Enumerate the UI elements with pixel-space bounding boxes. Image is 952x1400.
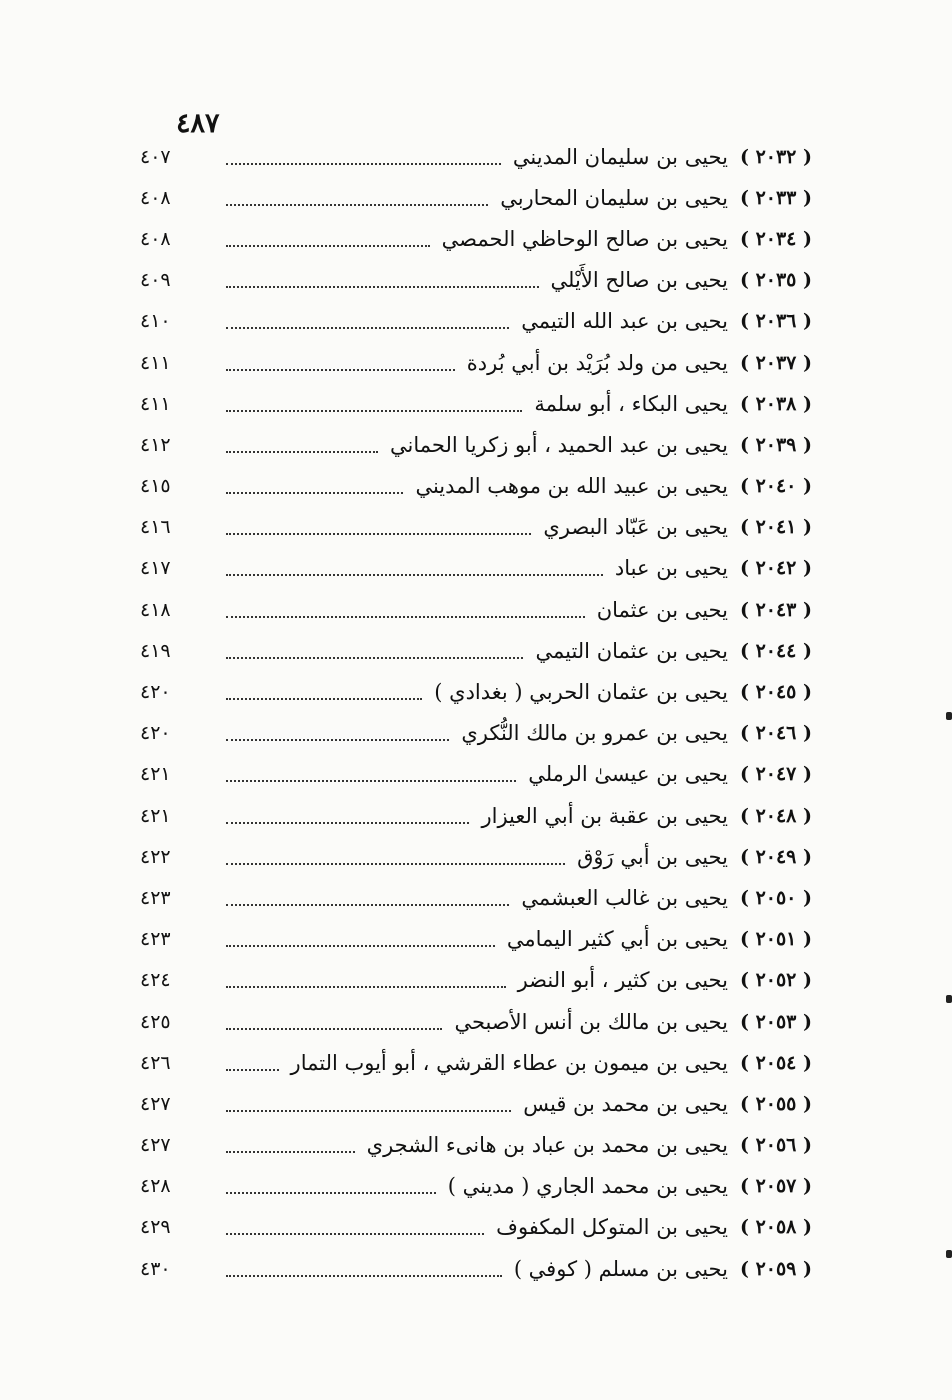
toc-entry <box>140 383 812 424</box>
dot-leader <box>226 533 531 535</box>
entry-page-number: ٤٢٨ <box>140 1175 171 1198</box>
dot-leader <box>226 698 422 700</box>
entry-page-number: ٤١٠ <box>140 310 171 333</box>
entry-page-number: ٤٢٤ <box>140 969 171 992</box>
entry-title: يحيى بن سليمان المحاربي <box>500 185 728 210</box>
dot-leader <box>226 780 516 782</box>
dot-leader <box>226 1233 484 1235</box>
dot-leader <box>226 410 522 412</box>
entry-number: ( ٢٠٤٢ ) <box>739 557 812 580</box>
entry-number: ( ٢٠٥٣ ) <box>739 1010 812 1033</box>
dot-leader <box>226 1192 436 1194</box>
dot-leader <box>226 739 449 741</box>
toc-entry <box>140 177 812 218</box>
toc-entry <box>140 589 812 630</box>
entry-page-number: ٤٢٣ <box>140 886 171 909</box>
dot-leader <box>226 1028 442 1030</box>
entry-page-number: ٤١١ <box>140 351 171 374</box>
entry-page-number: ٤٢٧ <box>140 1134 171 1157</box>
entry-page-number: ٤٢١ <box>140 804 171 827</box>
edge-mark <box>946 1250 952 1258</box>
entry-page-number: ٤١٨ <box>140 598 171 621</box>
entry-title: يحيى بن أبي كثير اليمامي <box>506 927 728 952</box>
entry-number: ( ٢٠٤٦ ) <box>739 722 812 745</box>
entry-number: ( ٢٠٤١ ) <box>739 516 812 539</box>
dot-leader <box>226 616 585 618</box>
toc-entry <box>140 1001 812 1042</box>
entry-title: يحيى بن محمد بن قيس <box>523 1091 728 1116</box>
entry-title: يحيى بن عثمان الحربي ( بغدادي ) <box>434 680 728 705</box>
entry-title: يحيى بن عبيد الله بن موهب المديني <box>415 474 728 499</box>
dot-leader <box>226 163 501 165</box>
dot-leader <box>226 1069 279 1071</box>
toc-entry <box>140 713 812 754</box>
entry-page-number: ٤٢٩ <box>140 1216 171 1239</box>
entry-page-number: ٤٠٨ <box>140 186 171 209</box>
entry-number: ( ٢٠٤٨ ) <box>739 804 812 827</box>
entry-title: يحيى بن سليمان المديني <box>512 144 728 169</box>
toc-entry <box>140 301 812 342</box>
entry-title: يحيى بن صالح الوحاظي الحمصي <box>441 226 728 251</box>
toc-entry <box>140 466 812 507</box>
entry-page-number: ٤٢٢ <box>140 845 171 868</box>
entry-title: يحيى بن المتوكل المكفوف <box>496 1215 728 1240</box>
dot-leader <box>226 574 603 576</box>
entry-number: ( ٢٠٥٠ ) <box>739 886 812 909</box>
entry-number: ( ٢٠٣٤ ) <box>739 227 812 250</box>
entry-page-number: ٤٣٠ <box>140 1257 171 1280</box>
entry-title: يحيى بن كثير ، أبو النضر <box>517 968 728 993</box>
entry-number: ( ٢٠٤٠ ) <box>739 475 812 498</box>
dot-leader <box>226 1110 511 1112</box>
toc-entry <box>140 548 812 589</box>
entry-title: يحيى بن عثمان <box>596 597 728 622</box>
entry-number: ( ٢٠٥٧ ) <box>739 1175 812 1198</box>
entry-page-number: ٤١١ <box>140 392 171 415</box>
entry-title: يحيى بن محمد بن عباد بن هانىء الشجري <box>366 1133 728 1158</box>
entry-title: يحيى بن محمد الجاري ( مديني ) <box>447 1174 728 1199</box>
entry-page-number: ٤٠٧ <box>140 145 171 168</box>
entry-page-number: ٤٢٠ <box>140 681 171 704</box>
entry-number: ( ٢٠٤٩ ) <box>739 845 812 868</box>
entry-page-number: ٤١٢ <box>140 433 171 456</box>
entry-number: ( ٢٠٥٤ ) <box>739 1051 812 1074</box>
dot-leader <box>226 286 539 288</box>
entry-title: يحيى بن عثمان التيمي <box>535 638 728 663</box>
entry-page-number: ٤٠٩ <box>140 269 171 292</box>
dot-leader <box>226 822 469 824</box>
entry-number: ( ٢٠٣٦ ) <box>739 310 812 333</box>
toc-entry <box>140 1248 812 1289</box>
entry-number: ( ٢٠٣٩ ) <box>739 433 812 456</box>
toc-entry <box>140 260 812 301</box>
entry-title: يحيى بن عَبّاد البصري <box>543 515 728 540</box>
entry-number: ( ٢٠٣٢ ) <box>739 145 812 168</box>
toc-entry <box>140 342 812 383</box>
toc-entry <box>140 630 812 671</box>
dot-leader <box>226 204 488 206</box>
dot-leader <box>226 1275 502 1277</box>
entry-title: يحيى بن صالح الأَيْلي <box>550 268 728 293</box>
entry-number: ( ٢٠٣٣ ) <box>739 186 812 209</box>
entry-title: يحيى البكاء ، أبو سلمة <box>534 391 728 416</box>
entry-number: ( ٢٠٣٨ ) <box>739 392 812 415</box>
entry-page-number: ٤١٦ <box>140 516 171 539</box>
page-number: ٤٨٧ <box>176 108 220 139</box>
toc-entry <box>140 1083 812 1124</box>
dot-leader <box>226 369 455 371</box>
toc-entry <box>140 1042 812 1083</box>
toc-entry <box>140 919 812 960</box>
entry-number: ( ٢٠٣٥ ) <box>739 269 812 292</box>
entry-number: ( ٢٠٥١ ) <box>739 928 812 951</box>
entry-page-number: ٤٠٨ <box>140 227 171 250</box>
entry-number: ( ٢٠٥٦ ) <box>739 1134 812 1157</box>
entry-number: ( ٢٠٤٣ ) <box>739 598 812 621</box>
toc-entry <box>140 877 812 918</box>
entry-page-number: ٤٢٠ <box>140 722 171 745</box>
entry-page-number: ٤٢١ <box>140 763 171 786</box>
entry-page-number: ٤٢٣ <box>140 928 171 951</box>
dot-leader <box>226 657 523 659</box>
toc-entry <box>140 424 812 465</box>
toc-list <box>140 136 812 1289</box>
entry-title: يحيى بن ميمون بن عطاء القرشي ، أبو أيوب التمار <box>290 1050 728 1075</box>
toc-entry <box>140 218 812 259</box>
dot-leader <box>226 327 509 329</box>
entry-number: ( ٢٠٤٤ ) <box>739 639 812 662</box>
toc-entry <box>140 136 812 177</box>
entry-title: يحيى من ولد بُرَيْد بن أبي بُردة <box>466 350 728 375</box>
toc-entry <box>140 1207 812 1248</box>
entry-number: ( ٢٠٥٢ ) <box>739 969 812 992</box>
entry-number: ( ٢٠٣٧ ) <box>739 351 812 374</box>
entry-number: ( ٢٠٥٨ ) <box>739 1216 812 1239</box>
toc-entry <box>140 1166 812 1207</box>
dot-leader <box>226 863 565 865</box>
toc-entry <box>140 836 812 877</box>
entry-page-number: ٤١٧ <box>140 557 171 580</box>
entry-title: يحيى بن عقبة بن أبي العيزار <box>481 803 728 828</box>
entry-title: يحيى بن عبد الله التيمي <box>521 309 728 334</box>
dot-leader <box>226 492 403 494</box>
entry-page-number: ٤٢٦ <box>140 1051 171 1074</box>
entry-page-number: ٤١٩ <box>140 639 171 662</box>
dot-leader <box>226 1151 355 1153</box>
entry-number: ( ٢٠٤٧ ) <box>739 763 812 786</box>
entry-page-number: ٤٢٧ <box>140 1092 171 1115</box>
entry-number: ( ٢٠٥٩ ) <box>739 1257 812 1280</box>
dot-leader <box>226 245 430 247</box>
entry-title: يحيى بن عيسىٰ الرملي <box>528 762 728 787</box>
toc-entry <box>140 1125 812 1166</box>
dot-leader <box>226 945 495 947</box>
entry-number: ( ٢٠٥٥ ) <box>739 1092 812 1115</box>
toc-entry <box>140 795 812 836</box>
toc-entry <box>140 960 812 1001</box>
entry-title: يحيى بن أبي رَوْق <box>577 844 728 869</box>
edge-mark <box>946 712 952 720</box>
entry-title: يحيى بن مسلم ( كوفي ) <box>513 1256 728 1281</box>
dot-leader <box>226 986 506 988</box>
entry-title: يحيى بن مالك بن أنس الأصبحي <box>454 1009 728 1034</box>
entry-page-number: ٤١٥ <box>140 475 171 498</box>
dot-leader <box>226 451 378 453</box>
entry-title: يحيى بن عبد الحميد ، أبو زكريا الحماني <box>390 432 728 457</box>
entry-title: يحيى بن غالب العبشمي <box>521 885 728 910</box>
toc-entry <box>140 754 812 795</box>
toc-entry <box>140 671 812 712</box>
entry-number: ( ٢٠٤٥ ) <box>739 681 812 704</box>
toc-entry <box>140 507 812 548</box>
dot-leader <box>226 904 509 906</box>
entry-title: يحيى بن عباد <box>614 556 728 581</box>
entry-page-number: ٤٢٥ <box>140 1010 171 1033</box>
edge-mark <box>946 995 952 1003</box>
entry-title: يحيى بن عمرو بن مالك النُّكري <box>461 721 728 746</box>
